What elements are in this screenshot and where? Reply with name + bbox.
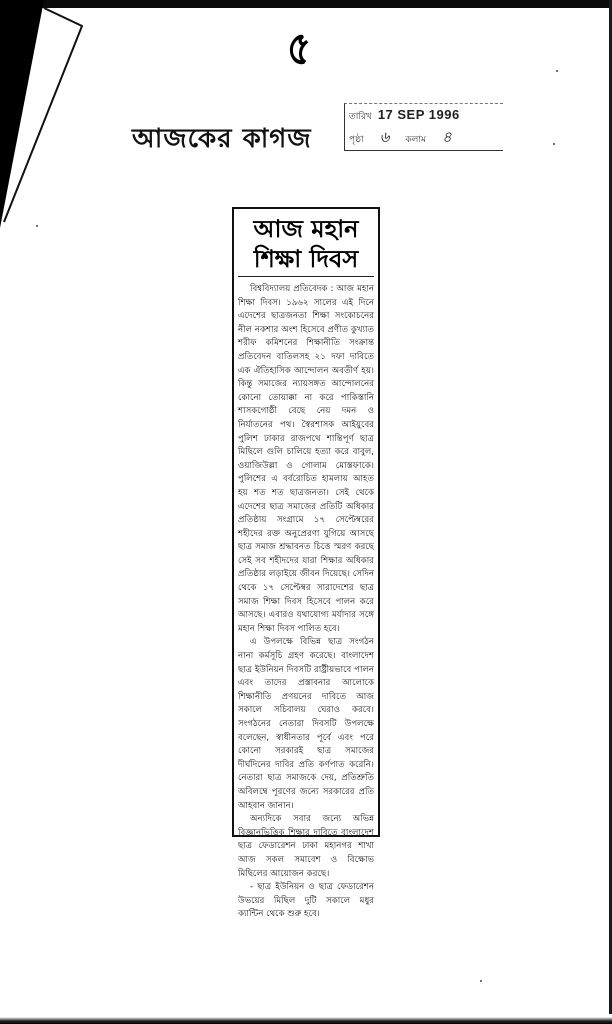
article-body — [238, 283, 374, 922]
stamp-date-row — [345, 104, 503, 126]
headline-line-1: আজ মহান — [253, 215, 359, 243]
stamp-date-value: 17 SEP 1996 — [377, 107, 460, 122]
archive-number-mark: ৫ — [286, 21, 311, 75]
scan-speck — [480, 980, 482, 982]
newspaper-masthead: আজকের কাগজ — [132, 124, 312, 154]
headline-line-2: শিক্ষা দিবস — [253, 245, 359, 273]
stamp-column-label: কলাম — [405, 135, 426, 145]
article-paragraph: এ উপলক্ষে বিভিন্ন ছাত্র সংগঠন নানা কর্মসূচি গ্রহণ করেছে। বাংলাদেশ ছাত্র ইউনিয়ন দিবসটি রাষ্ট্রীয়ভাবে পালন এবং তাদের প্রস্তাবনার আলোকে শিক্ষানীতি প্রণয়নের দাবিতে আজ সকালে সচিবালয় ঘেরাও করবে। সংগঠনের নেতারা দিবসটি উপলক্ষে বলেছেন, স্বাধীনতার পূর্বে এবং পরে কোনো সরকারই ছাত্র সমাজের দীর্ঘদিনের দাবির প্রতি কর্ণপাত করেনি। নেতারা ছাত্র সমাজকে দেয়, প্রতিশ্রুতি অবিলম্বে পূরণের জন্যে সরকারের প্রতি আহবান জানান। — [238, 637, 374, 811]
scan-top-edge — [0, 0, 612, 8]
stamp-column-value: ৪ — [441, 128, 452, 146]
article-paragraph: - ছাত্র ইউনিয়ন ও ছাত্র ফেডারেশন উভয়ের মিছিল দুটি সকালে মধুর ক্যান্টিন থেকে শুরু হবে। — [238, 882, 374, 920]
article-paragraph: বিশ্ববিদ্যালয় প্রতিবেদক : আজ মহান শিক্ষা দিবস। ১৯৬২ সালের এই দিনে এদেশের ছাত্রজনতা শিক্ষা সংকোচনের নীল নকশার অংশ হিসেবে প্রণীত কুখ্যাত শরীফ কমিশনের শিক্ষানীতি সংক্রান্ত প্রতিবেদন বাতিলসহ ২১ দফা দাবিতে এক ঐতিহাসিক আন্দোলন অবতীর্ণ হয়। কিন্তু সমাজের ন্যায়সঙ্গত আন্দোলনের কোনো তোয়াক্কা না করে পাকিস্তানি শাসকগোষ্ঠী বেছে নেয় দমন ও নির্যাতনের পথ। স্বৈরশাসক আইয়ুবের পুলিশ ঢাকার রাজপথে শান্তিপূর্ণ ছাত্র মিছিলে গুলি চালিয়ে হত্যা করে বাবুল, ওয়াজিউল্লা ও গোলাম মোস্তফাকে। পুলিশের এ বর্বরোচিত হামলায় আহত হয় শত শত ছাত্রজনতা। সেই থেকে এদেশের ছাত্র সমাজের প্রতিটি অধিকার প্রতিষ্ঠায় সংগ্রামে ১৭ সেপ্টেম্বরের শহীদের রক্ত অনুপ্রেরণা যুগিয়ে আসছে ছাত্র সমাজ শ্রদ্ধাবনত চিত্তে স্মরণ করছে সেই সব শহীদদের যারা শিক্ষার অধিকার প্রতিষ্ঠার লড়াইয়ে জীবন দিয়েছে। সেদিন থেকে ১৭ সেপ্টেম্বর সারাদেশের ছাত্র সমাজ শিক্ষা দিবস হিসেবে পালন করে আসছে। এবারও যথাযোগ্য মর্যাদার সঙ্গে মহান শিক্ষা দিবস পালিত হবে। — [238, 284, 374, 634]
article-paragraph: অন্যদিকে সবার জন্যে অভিন্ন বিজ্ঞানভিত্তিক শিক্ষার দাবিতে বাংলাদেশ ছাত্র ফেডারেশন ঢাকা মহানগর শাখা আজ সকল সমাবেশ ও বিক্ষোভ মিছিলের আয়োজন করছে। — [238, 814, 374, 879]
folded-corner — [0, 0, 90, 240]
scan-speck — [553, 143, 555, 145]
stamp-page-value: ৬ — [379, 128, 390, 146]
article-headline — [238, 214, 374, 277]
scan-speck — [36, 225, 38, 227]
stamp-date-label: তারিখ — [349, 112, 372, 122]
scan-speck — [556, 70, 558, 72]
stamp-page-row — [345, 126, 503, 148]
date-stamp — [344, 103, 503, 151]
scan-bottom-edge — [0, 1014, 612, 1024]
news-clipping — [232, 207, 380, 920]
stamp-page-label: পৃষ্ঠা — [349, 135, 364, 145]
